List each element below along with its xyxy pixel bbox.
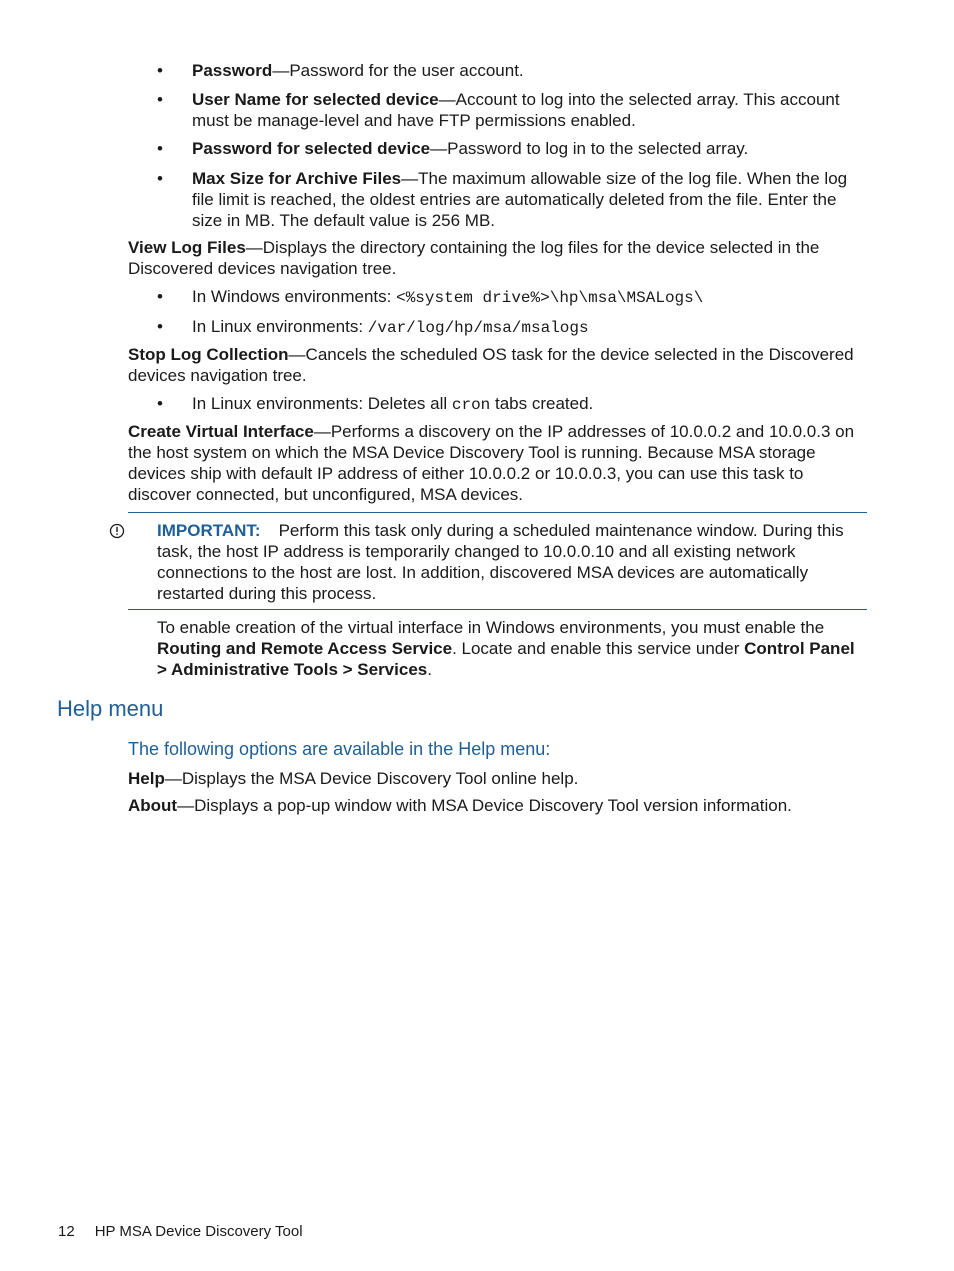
service-name: Routing and Remote Access Service [157, 639, 453, 658]
bullet-dot: • [157, 61, 163, 80]
bullet-user-name [157, 89, 868, 131]
label: In Windows environments: [192, 287, 397, 306]
description: —Displays a pop-up window with MSA Device Discovery Tool version information. [177, 796, 792, 815]
term: User Name for selected device [192, 90, 439, 109]
term: Help [128, 769, 165, 788]
bullet-dot: • [157, 287, 163, 306]
help-item-help [128, 768, 868, 789]
bullet-linux-path [157, 316, 868, 339]
page-number: 12 [58, 1223, 75, 1240]
important-icon [109, 523, 125, 539]
description: —Account to log into the selected array. This account must be manage-level and have FTP permissions enabled. [192, 90, 840, 130]
term: View Log Files [128, 238, 246, 257]
enable-service-para: To enable creation of the virtual interface in Windows environments, you must enable the Routing and Remote Access Service. Locate and enable this service under Control Panel > Administrative Tools > Services. [157, 618, 855, 679]
important-top-rule [128, 512, 867, 513]
bullet-dot: • [157, 317, 163, 336]
description: —Password to log in to the selected array. [430, 139, 749, 158]
term: Password [192, 61, 273, 80]
label: In Linux environments: Deletes all [192, 394, 452, 413]
stop-log-collection-para [128, 344, 868, 386]
bullet-dot: • [157, 90, 163, 109]
view-log-files-para [128, 237, 868, 279]
subheading-help-options: The following options are available in the Help menu: [128, 739, 551, 759]
label: In Linux environments: [192, 317, 368, 336]
code-cron: cron [451, 396, 491, 414]
term: Create Virtual Interface [128, 422, 314, 441]
bullet-windows-path [157, 286, 868, 309]
term: About [128, 796, 178, 815]
bullet-dot: • [157, 169, 163, 188]
description: —The maximum allowable size of the log file. When the log file limit is reached, the oldest entries are automatically deleted from the file. Enter the size in MB. The default value is 256 MB. [192, 169, 848, 230]
important-note [157, 520, 868, 604]
description: —Displays the MSA Device Discovery Tool online help. [164, 769, 579, 788]
bullet-linux-cron [157, 393, 868, 416]
bullet-dot: • [157, 394, 163, 413]
description: —Password for the user account. [272, 61, 524, 80]
bullet-password-device [157, 138, 868, 159]
help-item-about [128, 795, 868, 816]
important-bottom-rule [128, 609, 867, 610]
bullet-dot: • [157, 139, 163, 158]
bullet-max-size [157, 168, 868, 231]
important-label: IMPORTANT: [157, 521, 261, 540]
term: Password for selected device [192, 139, 431, 158]
description: —Cancels the scheduled OS task for the device selected in the Discovered devices navigation tree. [128, 345, 854, 385]
description: —Displays the directory containing the log files for the device selected in the Discovered devices navigation tree. [128, 238, 820, 278]
term: Stop Log Collection [128, 345, 289, 364]
create-virtual-interface-para [128, 421, 868, 505]
important-text: Perform this task only during a scheduled maintenance window. During this task, the host IP address is temporarily changed to 10.0.0.10 and all existing network connections to the host are lost. In addition, discovered MSA devices are automatically restarted during this process. [157, 521, 844, 603]
label-end: tabs created. [490, 394, 594, 413]
footer-title: HP MSA Device Discovery Tool [94, 1223, 303, 1240]
control-panel-path: Control Panel > Administrative Tools > Services [157, 639, 855, 679]
code-path: /var/log/hp/msa/msalogs [367, 319, 589, 337]
page-footer [58, 1222, 303, 1242]
section-heading-help-menu: Help menu [57, 696, 164, 721]
description: —Performs a discovery on the IP addresses of 10.0.0.2 and 10.0.0.3 on the host system on which the MSA Device Discovery Tool is running. Because MSA storage devices ship with default IP address of either 10.0.0.2 or 10.0.0.3, you can use this task to discover connected, but unconfigured, MSA devices. [128, 422, 855, 504]
bullet-password [157, 60, 868, 81]
term: Max Size for Archive Files [192, 169, 402, 188]
code-path: <%system drive%>\hp\msa\MSALogs\ [396, 289, 704, 307]
